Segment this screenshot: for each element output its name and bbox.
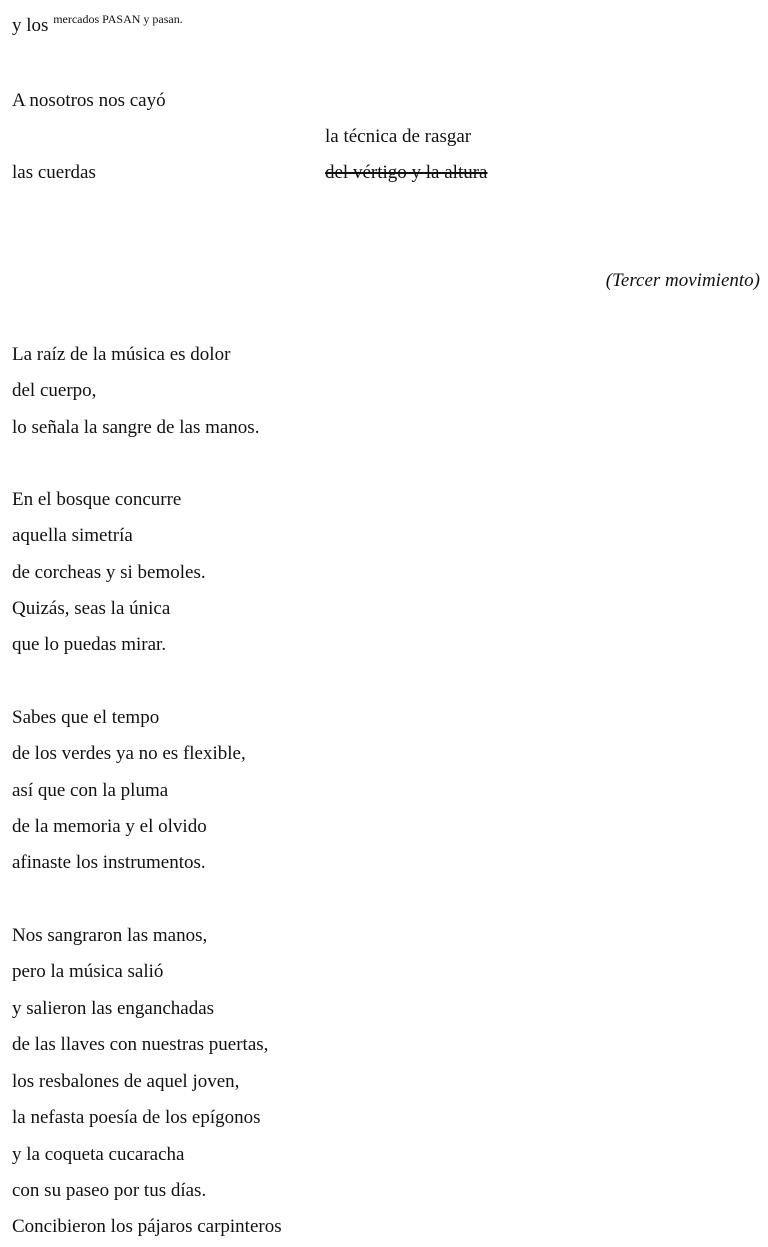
- top-line-lead: y los: [12, 15, 49, 36]
- stanza-4-line-3: y salieron las enganchadas: [12, 998, 215, 1019]
- stanza-1-line-2: del cuerpo,: [12, 380, 97, 401]
- stanza-4-line-5: los resbalones de aquel joven,: [12, 1071, 240, 1092]
- fragment-b: la técnica de rasgar: [325, 126, 472, 147]
- stanza-2-line-1: En el bosque concurre: [12, 489, 182, 510]
- stanza-4-line-6: la nefasta poesía de los epígonos: [12, 1107, 261, 1128]
- fragment-c-right-struck: del vértigo y la altura: [325, 162, 488, 183]
- stanza-3-line-4: de la memoria y el olvido: [12, 816, 207, 837]
- stanza-4-line-8: con su paseo por tus días.: [12, 1180, 207, 1201]
- stanza-1-line-3: lo señala la sangre de las manos.: [12, 417, 260, 438]
- top-line-small-text: mercados PASAN y pasan.: [53, 12, 183, 26]
- stanza-2-line-2: aquella simetría: [12, 525, 133, 546]
- fragment-a: A nosotros nos cayó: [12, 90, 166, 111]
- top-line: [12, 14, 183, 39]
- stanza-4-line-4: de las llaves con nuestras puertas,: [12, 1034, 269, 1055]
- stanza-2-line-3: de corcheas y si bemoles.: [12, 562, 206, 583]
- section-heading: (Tercer movimiento): [605, 270, 760, 291]
- stanza-2-line-5: que lo puedas mirar.: [12, 634, 167, 655]
- stanza-3-line-3: así que con la pluma: [12, 780, 169, 801]
- stanza-2-line-4: Quizás, seas la única: [12, 598, 171, 619]
- stanza-4-line-9: Concibieron los pájaros carpinteros: [12, 1216, 282, 1237]
- stanza-3-line-1: Sabes que el tempo: [12, 707, 160, 728]
- stanza-3-line-2: de los verdes ya no es flexible,: [12, 743, 246, 764]
- fragment-c-left: las cuerdas: [12, 162, 96, 183]
- stanza-1-line-1: La raíz de la música es dolor: [12, 344, 231, 365]
- stanza-4-line-7: y la coqueta cucaracha: [12, 1144, 185, 1165]
- stanza-3-line-5: afinaste los instrumentos.: [12, 852, 206, 873]
- stanza-4-line-2: pero la música salió: [12, 961, 164, 982]
- stanza-4-line-1: Nos sangraron las manos,: [12, 925, 208, 946]
